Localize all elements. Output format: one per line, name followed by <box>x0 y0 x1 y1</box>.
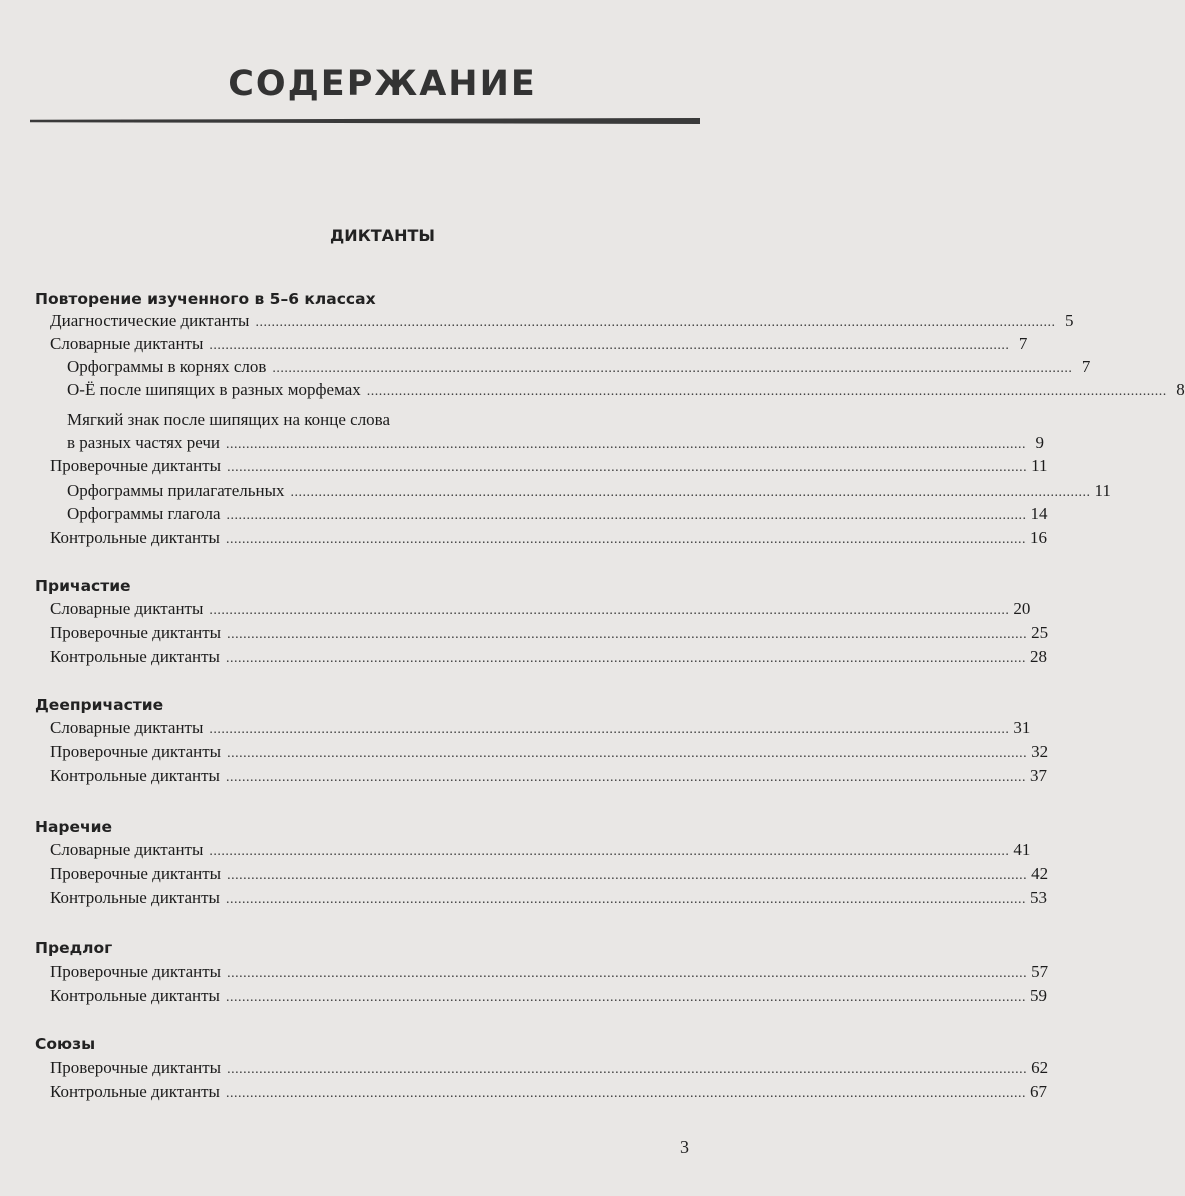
toc-entry-label: Орфограммы в корнях слов <box>67 357 267 376</box>
toc-leader-dots: ........................................................................................................................................................................................................ <box>226 508 1027 523</box>
toc-entry-label: Словарные диктанты <box>50 599 204 618</box>
toc-entry[interactable] <box>50 527 1047 549</box>
section-subtitle: ДИКТАНТЫ <box>330 226 435 245</box>
toc-entry-label: Орфограммы глагола <box>67 504 221 523</box>
toc-entry-page: 16 <box>1029 528 1047 547</box>
toc-entry[interactable] <box>50 622 1049 644</box>
toc-entry-page: 37 <box>1029 766 1047 785</box>
toc-entry-page: 11 <box>1031 456 1048 475</box>
toc-entry-page: 67 <box>1029 1082 1047 1101</box>
toc-entry[interactable] <box>50 839 1031 861</box>
toc-entry-page: 28 <box>1029 647 1047 666</box>
toc-leader-dots: ........................................................................................................................................................................................................ <box>227 868 1028 883</box>
toc-section-heading: Предлог <box>35 939 113 957</box>
toc-entry-label: Контрольные диктанты <box>50 647 220 666</box>
toc-entry-page: 53 <box>1029 888 1047 907</box>
toc-leader-dots: ........................................................................................................................................................................................................ <box>209 722 1010 737</box>
toc-entry-label: Орфограммы прилагательных <box>67 481 285 500</box>
toc-leader-dots: ........................................................................................................................................................................................................ <box>209 844 1010 859</box>
toc-entry[interactable] <box>67 503 1048 525</box>
toc-entry-page: 7 <box>1081 357 1091 376</box>
toc-entry-label: Контрольные диктанты <box>50 888 220 907</box>
toc-leader-dots: ........................................................................................................................................................................................................ <box>227 1062 1028 1077</box>
toc-section-heading: Причастие <box>35 577 131 595</box>
toc-leader-dots: ........................................................................................................................................................................................................ <box>225 532 1026 547</box>
toc-entry-page: 8 <box>1176 380 1185 399</box>
toc-leader-dots: ........................................................................................................................................................................................................ <box>255 315 1056 330</box>
toc-entry[interactable] <box>50 333 1028 355</box>
toc-leader-dots: ........................................................................................................................................................................................................ <box>209 603 1010 618</box>
toc-entry[interactable] <box>50 863 1049 885</box>
toc-entry[interactable] <box>50 598 1031 620</box>
toc-entry-label: Контрольные диктанты <box>50 986 220 1005</box>
toc-entry[interactable] <box>50 985 1047 1007</box>
toc-entry-label: в разных частях речи <box>67 433 220 452</box>
toc-entry-page: 32 <box>1031 742 1049 761</box>
toc-entry[interactable] <box>50 646 1047 668</box>
toc-leader-dots: ........................................................................................................................................................................................................ <box>209 338 1010 353</box>
toc-entry[interactable] <box>67 480 1111 502</box>
toc-entry-label: Контрольные диктанты <box>50 1082 220 1101</box>
toc-entry-label: Проверочные диктанты <box>50 623 222 642</box>
toc-entry-page: 31 <box>1013 718 1031 737</box>
toc-entry[interactable] <box>67 432 1044 454</box>
toc-entry[interactable] <box>67 379 1185 401</box>
toc-leader-dots: ........................................................................................................................................................................................................ <box>227 627 1028 642</box>
toc-leader-dots: ........................................................................................................................................................................................................ <box>226 437 1026 452</box>
toc-entry-label: О-Ё после шипящих в разных морфемах <box>67 380 361 399</box>
toc-entry-page: 59 <box>1029 986 1047 1005</box>
toc-entry-page: 42 <box>1031 864 1049 883</box>
toc-entry[interactable] <box>67 356 1091 378</box>
toc-entry[interactable] <box>50 961 1049 983</box>
toc-entry-label: Словарные диктанты <box>50 334 204 353</box>
toc-leader-dots: ........................................................................................................................................................................................................ <box>227 746 1028 761</box>
toc-entry-page: 41 <box>1013 840 1031 859</box>
toc-entry[interactable] <box>50 887 1047 909</box>
toc-entry-page: 9 <box>1035 433 1044 452</box>
toc-section-heading: Наречие <box>35 818 113 836</box>
toc-entry[interactable] <box>50 741 1049 763</box>
toc-leader-dots: ........................................................................................................................................................................................................ <box>227 966 1028 981</box>
toc-entry[interactable] <box>50 765 1047 787</box>
toc-entry[interactable] <box>50 310 1074 332</box>
title-underline <box>30 118 700 124</box>
toc-entry-page: 25 <box>1031 623 1049 642</box>
toc-leader-dots: ........................................................................................................................................................................................................ <box>290 485 1091 500</box>
toc-leader-dots: ........................................................................................................................................................................................................ <box>225 1086 1026 1101</box>
toc-entry-label: Словарные диктанты <box>50 718 204 737</box>
toc-entry-label-line1: Мягкий знак после шипящих на конце слова <box>67 410 391 429</box>
toc-leader-dots: ........................................................................................................................................................................................................ <box>225 892 1026 907</box>
toc-entry[interactable] <box>50 455 1048 477</box>
toc-entry-page: 5 <box>1064 311 1074 330</box>
toc-section-heading: Повторение изученного в 5–6 классах <box>35 290 376 308</box>
toc-entry-label: Контрольные диктанты <box>50 766 220 785</box>
toc-leader-dots: ........................................................................................................................................................................................................ <box>225 770 1026 785</box>
toc-section-heading: Союзы <box>35 1035 96 1053</box>
toc-entry-page: 11 <box>1094 481 1111 500</box>
page-number: 3 <box>680 1137 689 1157</box>
toc-entry-label: Проверочные диктанты <box>50 456 222 475</box>
toc-entry-page: 7 <box>1018 334 1028 353</box>
toc-entry-label: Проверочные диктанты <box>50 742 222 761</box>
toc-entry-label: Проверочные диктанты <box>50 864 222 883</box>
toc-entry[interactable] <box>50 1081 1047 1103</box>
toc-leader-dots: ........................................................................................................................................................................................................ <box>225 651 1026 666</box>
toc-leader-dots: ........................................................................................................................................................................................................ <box>272 361 1073 376</box>
toc-entry-page: 14 <box>1030 504 1048 523</box>
toc-entry-label: Контрольные диктанты <box>50 528 220 547</box>
toc-entry[interactable] <box>50 1057 1049 1079</box>
toc-entry-label: Диагностические диктанты <box>50 311 250 330</box>
toc-leader-dots: ........................................................................................................................................................................................................ <box>227 460 1028 475</box>
toc-entry-page: 20 <box>1013 599 1031 618</box>
toc-leader-dots: ........................................................................................................................................................................................................ <box>366 384 1167 399</box>
toc-entry-label: Словарные диктанты <box>50 840 204 859</box>
page-title: СОДЕРЖАНИЕ <box>228 64 537 104</box>
toc-entry[interactable] <box>50 717 1031 739</box>
toc-leader-dots: ........................................................................................................................................................................................................ <box>225 990 1026 1005</box>
toc-entry-label: Проверочные диктанты <box>50 1058 222 1077</box>
toc-entry-page: 62 <box>1031 1058 1049 1077</box>
toc-entry-page: 57 <box>1031 962 1049 981</box>
toc-section-heading: Деепричастие <box>35 696 164 714</box>
toc-entry-label: Проверочные диктанты <box>50 962 222 981</box>
